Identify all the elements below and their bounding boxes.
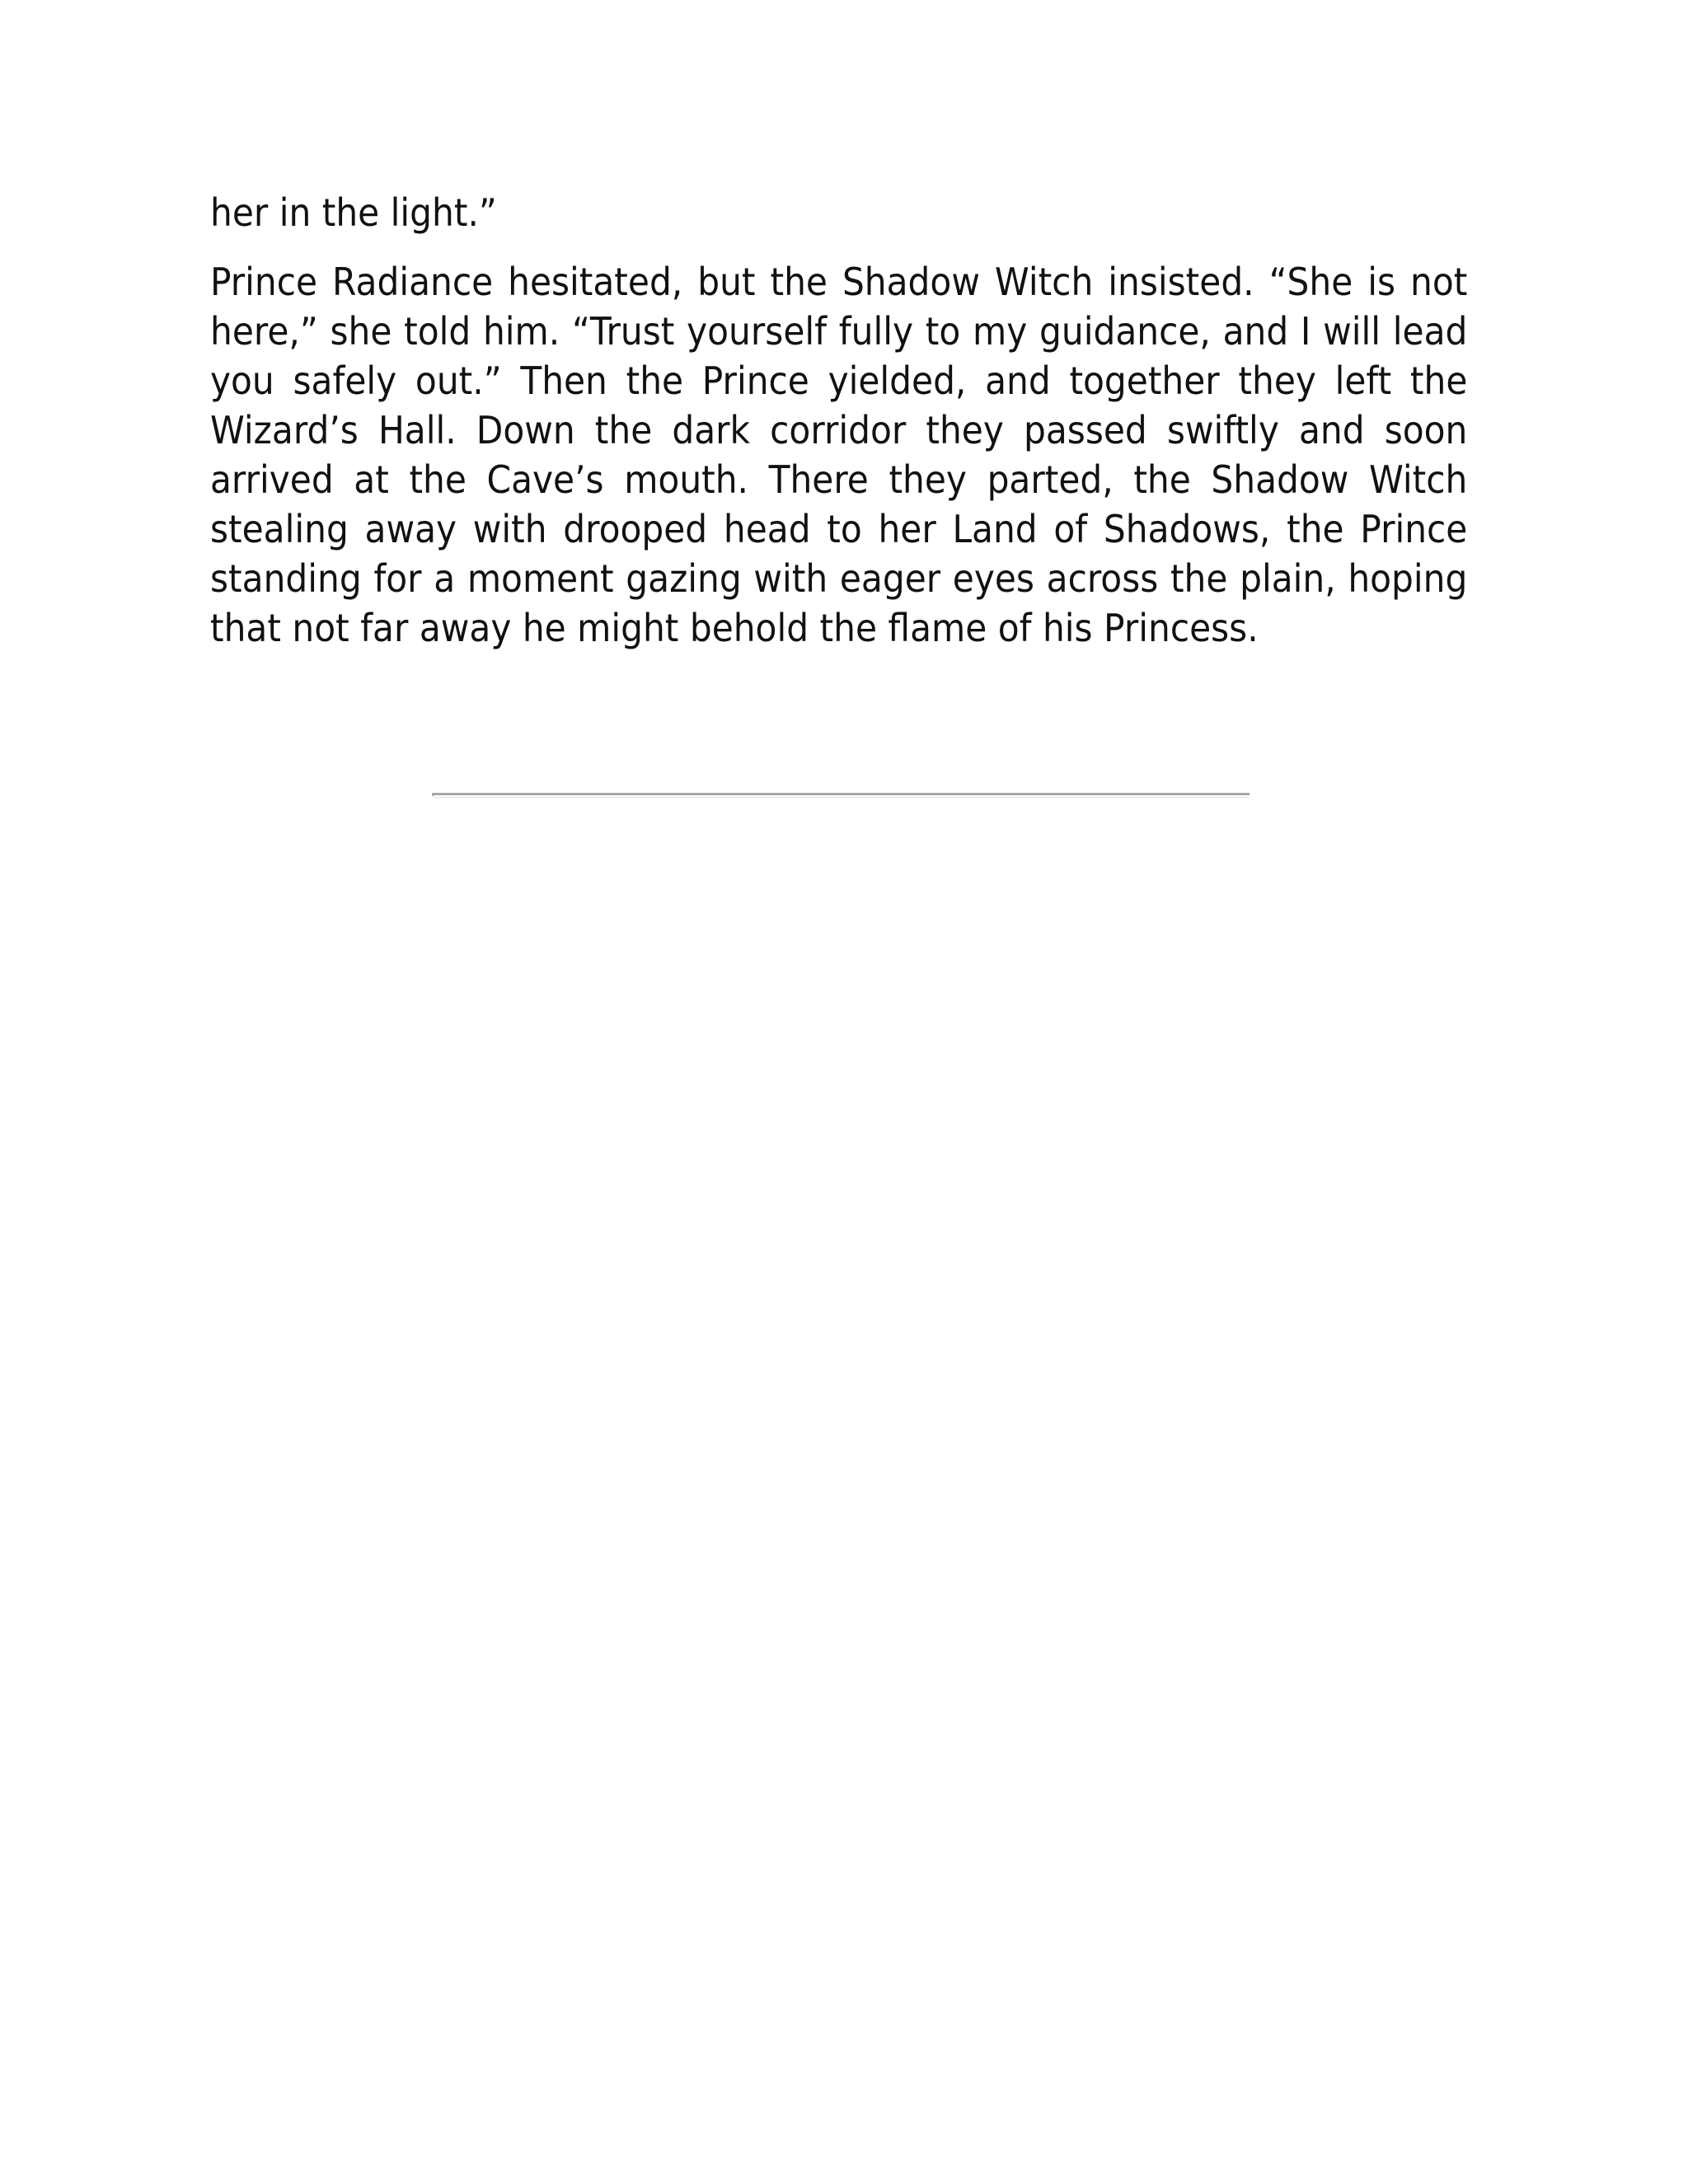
paragraph-main: Prince Radiance hesitated, but the Shadow Witch insisted. “She is not here,” she told him. “Trust yourself fully to my guidance, and I will lead you safely out.” Then the Prince yielded, and together they left the Wizard’s Hall. Down the dark corridor they passed swiftly and soon arrived at the Cave’s mouth. There they parted, the Shadow Witch stealing away with drooped head to her Land of Shadows, the Prince standing for a moment gazing with eager eyes across the plain, hoping that not far away he might behold the flame of his Princess. bbox=[210, 260, 1468, 650]
paragraph-continuation: her in the light.” bbox=[210, 190, 497, 235]
section-divider bbox=[432, 793, 1250, 796]
body-text bbox=[210, 188, 1467, 653]
